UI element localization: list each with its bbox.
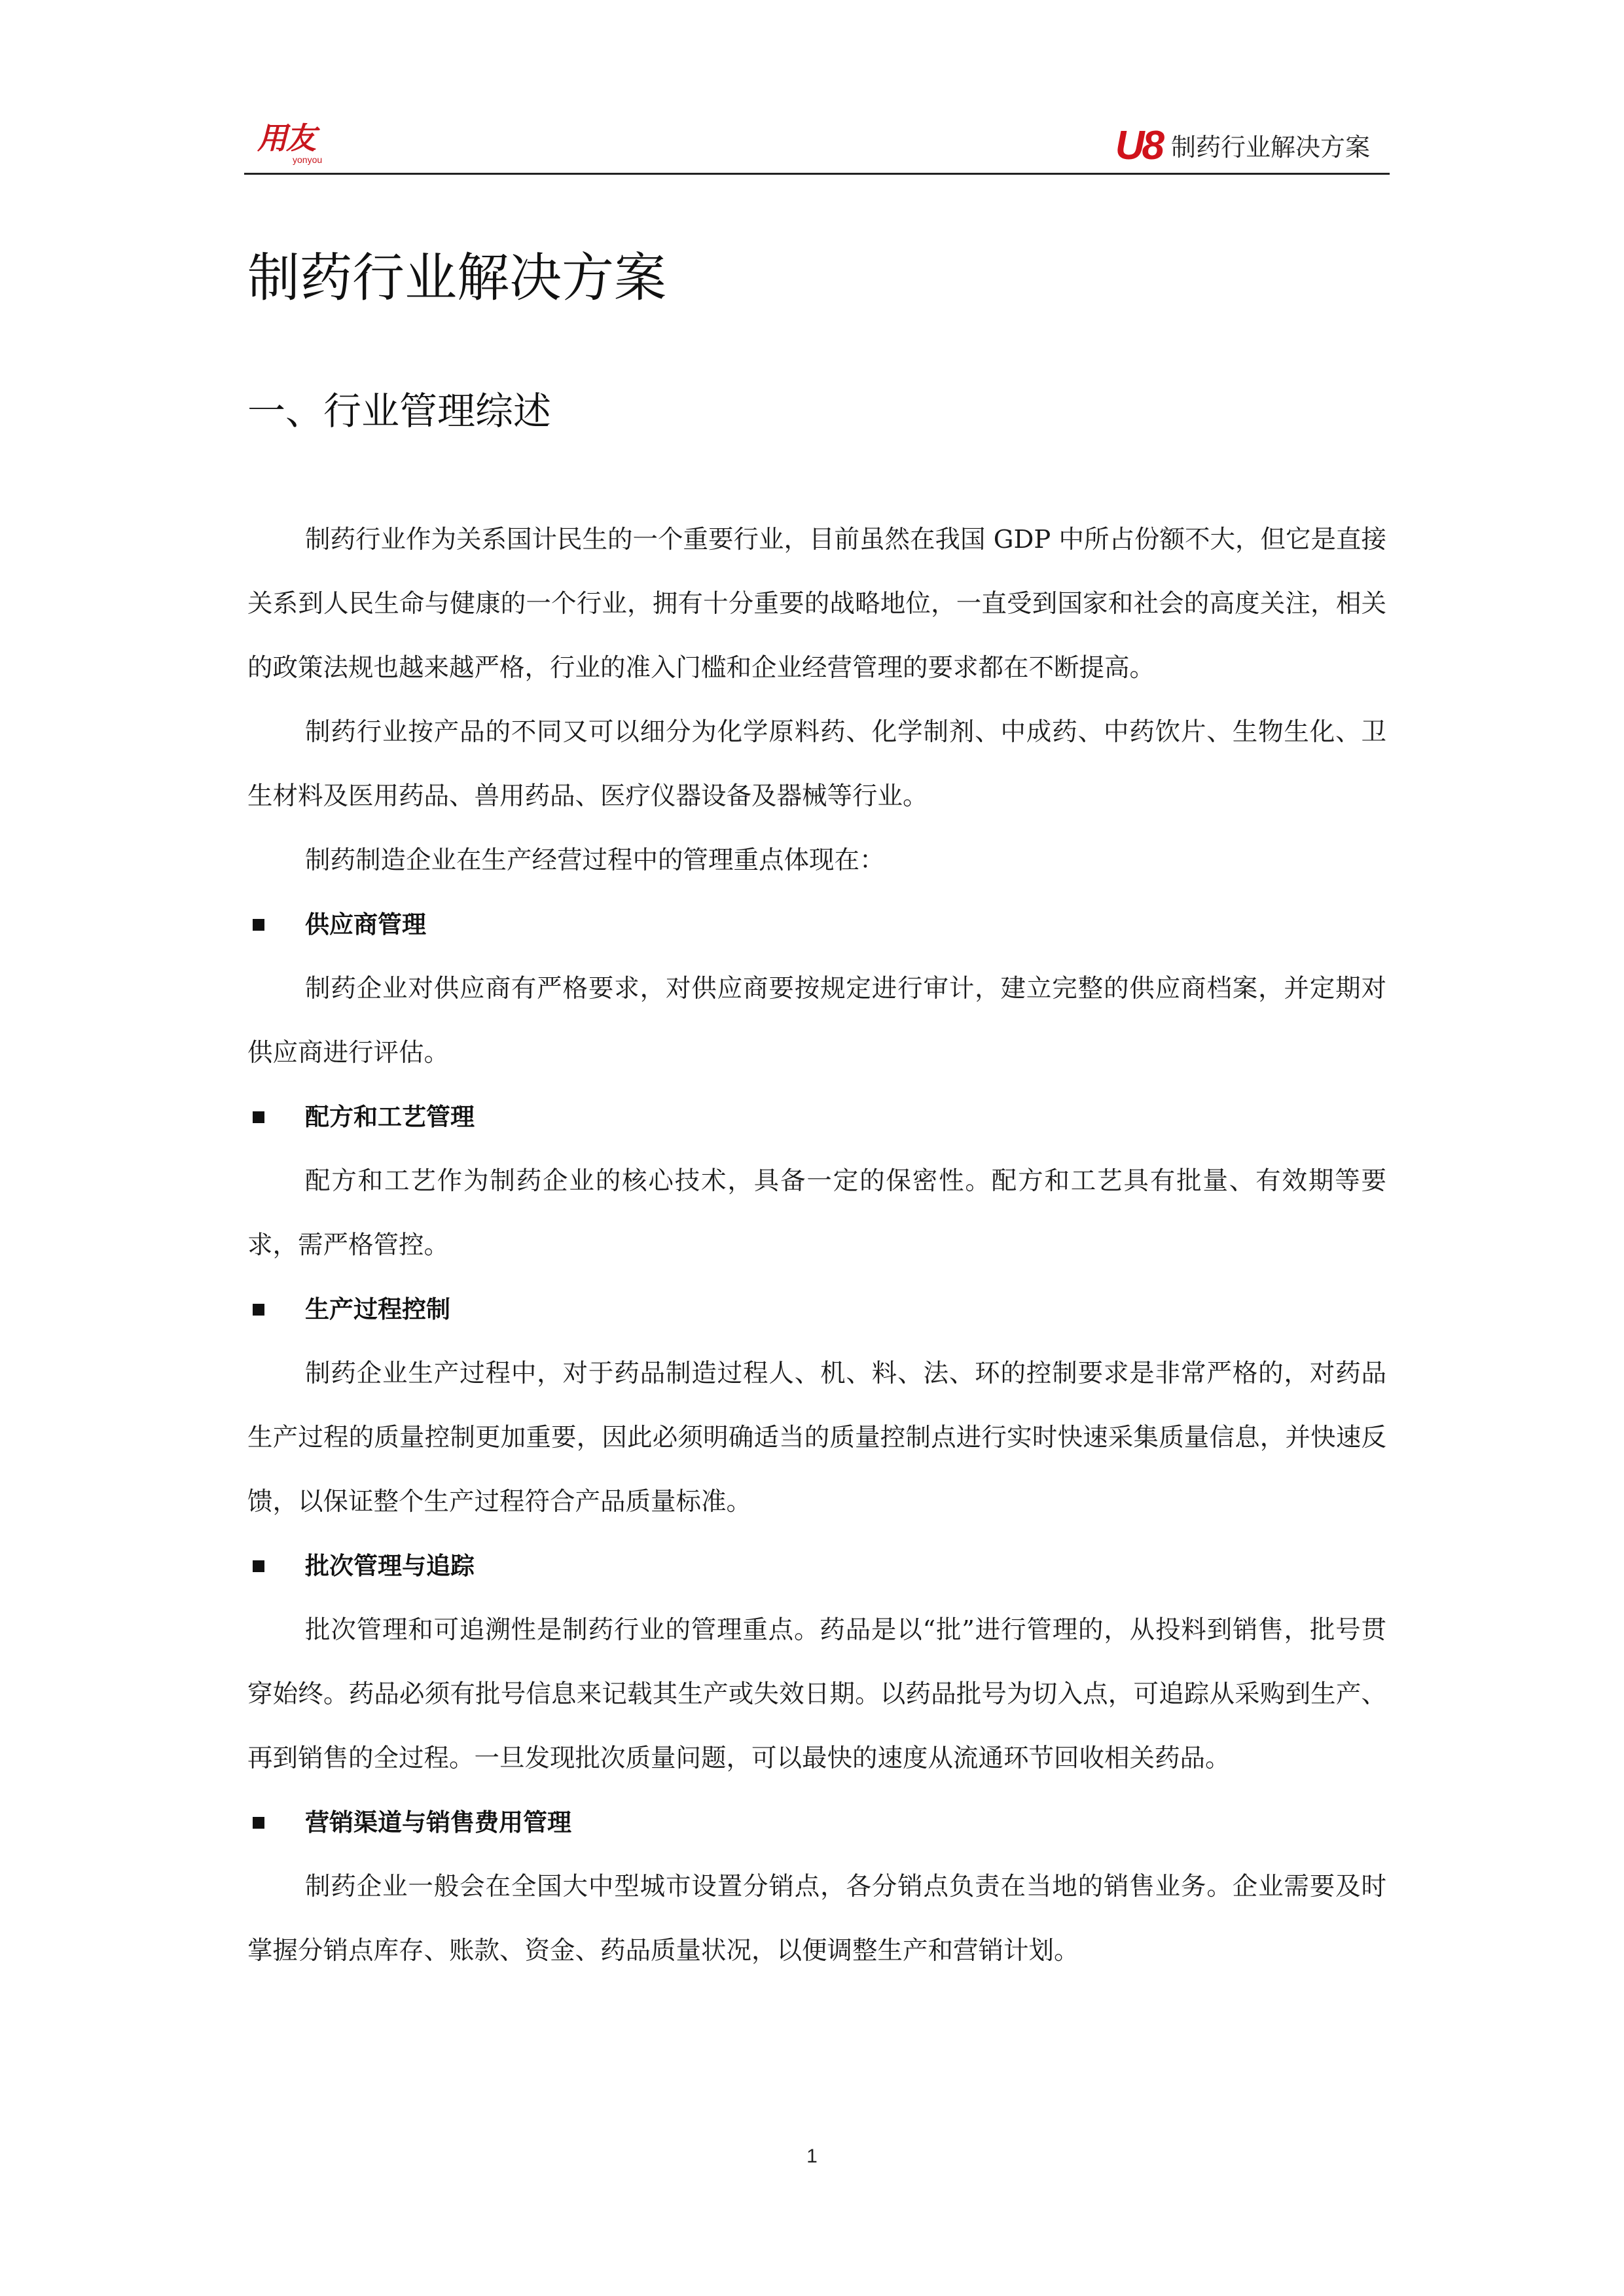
section-heading: 一、行业管理综述 [247, 389, 552, 433]
square-bullet-icon [253, 919, 264, 931]
page-number: 1 [806, 2145, 818, 2167]
header-product [1115, 120, 1370, 166]
square-bullet-icon [253, 1817, 264, 1829]
topic-paragraph: 批次管理和可追溯性是制药行业的管理重点。药品是以“批”进行管理的，从投料到销售，批号贯穿始终。药品必须有批号信息来记载其生产或失效日期。以药品批号为切入点，可追踪从采购到生产、再到销售的全过程。一旦发现批次质量问题，可以最快的速度从流通环节回收相关药品。 [247, 1615, 1386, 1773]
topic-paragraph: 制药企业对供应商有严格要求，对供应商要按规定进行审计，建立完整的供应商档案，并定期对供应商进行评估。 [247, 974, 1386, 1067]
topic-label: 供应商管理 [305, 910, 426, 939]
u8-logo: U8 [1115, 123, 1162, 168]
topic-paragraph: 制药企业生产过程中，对于药品制造过程人、机、料、法、环的控制要求是非常严格的，对药品生产过程的质量控制更加重要，因此必须明确适当的质量控制点进行实时快速采集质量信息，并快速反馈，以保证整个生产过程符合产品质量标准。 [247, 1359, 1386, 1516]
page-header [244, 111, 1390, 174]
document-body [247, 242, 1386, 1983]
intro-paragraph: 制药制造企业在生产经营过程中的管理重点体现在： [305, 846, 885, 875]
square-bullet-icon [253, 1111, 264, 1123]
topic-heading [247, 1085, 1386, 1149]
topic-paragraph: 配方和工艺作为制药企业的核心技术，具备一定的保密性。配方和工艺具有批量、有效期等要求，需严格管控。 [247, 1166, 1386, 1260]
topic-heading [247, 1791, 1386, 1855]
logo-chinese-text: 用友 [257, 120, 315, 156]
logo-english-text: yonyou [293, 154, 323, 165]
topic-label: 生产过程控制 [305, 1295, 450, 1323]
topic-label: 营销渠道与销售费用管理 [305, 1808, 571, 1837]
intro-paragraph: 制药行业作为关系国计民生的一个重要行业，目前虽然在我国 GDP 中所占份额不大，但它是直接关系到人民生命与健康的一个行业，拥有十分重要的战略地位，一直受到国家和社会的高度关注，相关的政策法规也越来越严格，行业的准入门槛和企业经营管理的要求都在不断提高。 [247, 525, 1387, 683]
header-title: 制药行业解决方案 [1170, 133, 1370, 162]
document-title: 制药行业解决方案 [247, 247, 666, 308]
topic-heading [247, 1278, 1386, 1342]
topic-paragraph: 制药企业一般会在全国大中型城市设置分销点，各分销点负责在当地的销售业务。企业需要及时掌握分销点库存、账款、资金、药品质量状况，以便调整生产和营销计划。 [247, 1872, 1386, 1965]
intro-paragraph: 制药行业按产品的不同又可以细分为化学原料药、化学制剂、中成药、中药饮片、生物生化、卫生材料及医用药品、兽用药品、医疗仪器设备及器械等行业。 [247, 717, 1386, 811]
yonyou-logo [257, 122, 355, 168]
topic-heading [247, 893, 1386, 957]
topic-label: 配方和工艺管理 [305, 1103, 475, 1131]
square-bullet-icon [253, 1560, 264, 1572]
topic-label: 批次管理与追踪 [305, 1552, 475, 1580]
header-divider [244, 173, 1390, 175]
square-bullet-icon [253, 1304, 264, 1316]
topic-heading [247, 1534, 1386, 1598]
